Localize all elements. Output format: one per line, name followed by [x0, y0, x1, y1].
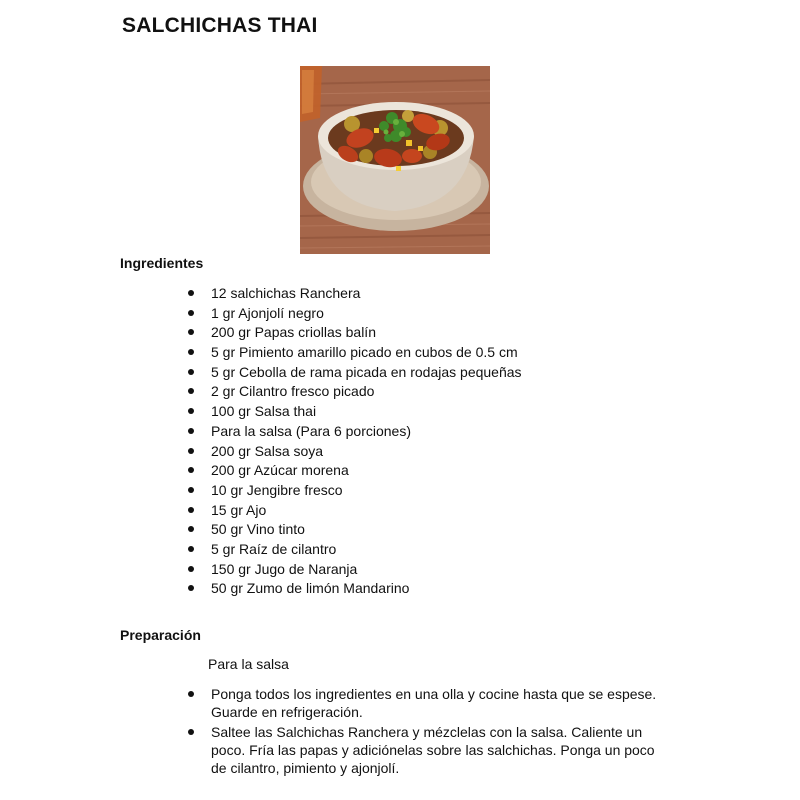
list-item: Ponga todos los ingredientes en una olla y cocine hasta que se espese. Guarde en refrigeración.	[188, 685, 668, 721]
list-item: 5 gr Cebolla de rama picada en rodajas pequeñas	[188, 363, 608, 383]
list-item: 10 gr Jengibre fresco	[188, 481, 608, 501]
list-item: 12 salchichas Ranchera	[188, 284, 608, 304]
list-item: 200 gr Papas criollas balín	[188, 323, 608, 343]
preparation-steps-list	[188, 685, 668, 779]
list-item: 200 gr Azúcar morena	[188, 461, 608, 481]
ingredients-heading: Ingredientes	[120, 255, 204, 271]
list-item: 1 gr Ajonjolí negro	[188, 304, 608, 324]
preparation-heading: Preparación	[120, 627, 201, 643]
list-item: 100 gr Salsa thai	[188, 402, 608, 422]
ingredients-list	[188, 284, 608, 599]
recipe-title: SALCHICHAS THAI	[122, 14, 318, 37]
list-item: 5 gr Pimiento amarillo picado en cubos de 0.5 cm	[188, 343, 608, 363]
preparation-subheading: Para la salsa	[208, 656, 289, 672]
list-item: 2 gr Cilantro fresco picado	[188, 382, 608, 402]
list-item: 200 gr Salsa soya	[188, 442, 608, 462]
list-item: 150 gr Jugo de Naranja	[188, 560, 608, 580]
list-item: 50 gr Vino tinto	[188, 520, 608, 540]
recipe-photo	[300, 66, 490, 254]
list-item: Para la salsa (Para 6 porciones)	[188, 422, 608, 442]
list-item: 5 gr Raíz de cilantro	[188, 540, 608, 560]
list-item: Saltee las Salchichas Ranchera y mézclelas con la salsa. Caliente un poco. Fría las papas y adiciónelas sobre las salchichas. Ponga un poco de cilantro, pimiento y ajonjolí.	[188, 723, 668, 777]
list-item: 15 gr Ajo	[188, 501, 608, 521]
list-item: 50 gr Zumo de limón Mandarino	[188, 579, 608, 599]
